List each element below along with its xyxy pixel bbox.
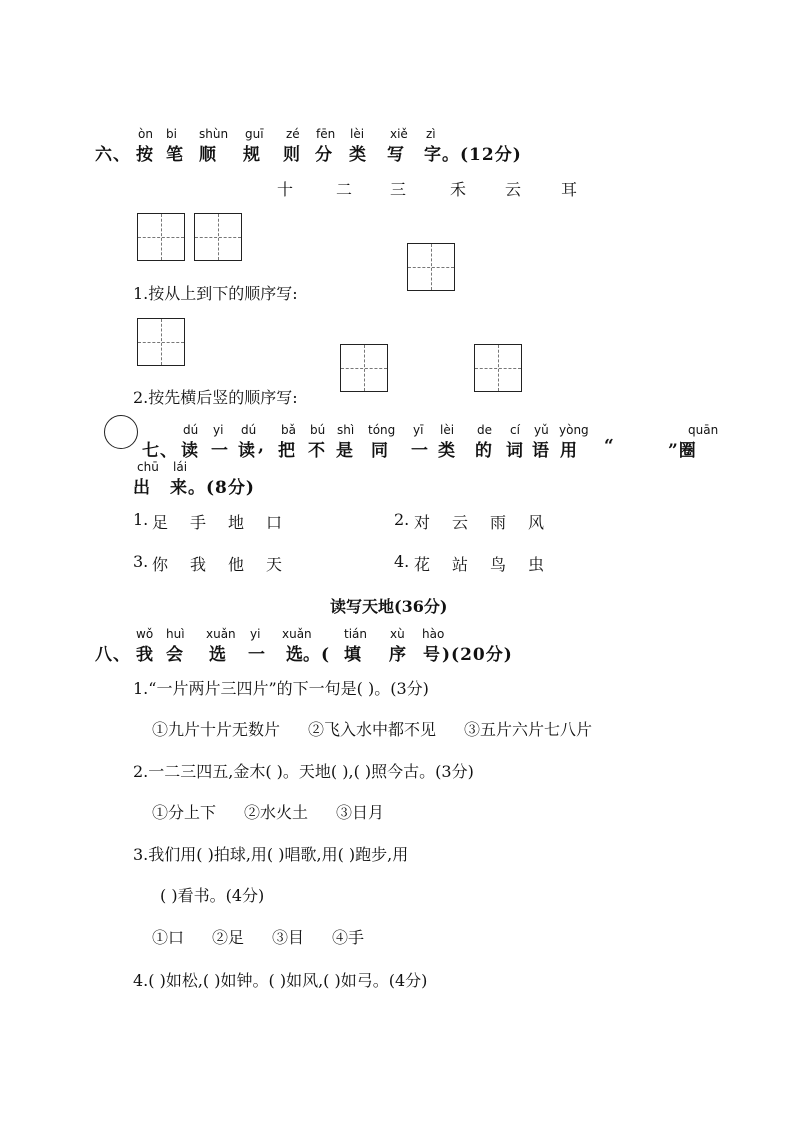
option[interactable]: ②飞入水中都不见 [308, 720, 437, 739]
heading-char: 同 [371, 441, 389, 461]
score: 。(12分) [442, 145, 522, 165]
group-number: 4. [394, 552, 410, 571]
word[interactable]: 风 [528, 513, 545, 532]
option[interactable]: ④手 [332, 928, 365, 947]
writing-grid-box[interactable] [194, 213, 242, 261]
word[interactable]: 手 [190, 513, 207, 532]
heading-char: 类 [438, 441, 456, 461]
option[interactable]: ③目 [272, 928, 305, 947]
pinyin: zì [426, 127, 436, 141]
pinyin: bi [166, 127, 177, 141]
word[interactable]: 地 [228, 513, 245, 532]
heading-char: 顺 [199, 145, 217, 165]
word[interactable]: 你 [152, 555, 169, 574]
word[interactable]: 站 [452, 555, 469, 574]
word[interactable]: 天 [266, 555, 283, 574]
word: 二 [336, 180, 353, 199]
pinyin: tián [344, 627, 367, 641]
heading-char: 序 [389, 645, 407, 665]
pinyin: yòng [559, 423, 589, 437]
option[interactable]: ③日月 [336, 803, 385, 822]
pinyin: xiě [390, 127, 408, 141]
word[interactable]: 我 [190, 555, 207, 574]
pinyin: chū [137, 460, 159, 474]
word: 三 [390, 180, 407, 199]
question-number: 六、 [95, 145, 131, 165]
heading-char: 不 [308, 441, 326, 461]
pinyin: guī [245, 127, 264, 141]
score: )(20分) [442, 645, 513, 665]
heading-char: , [258, 436, 265, 456]
word: 耳 [561, 180, 578, 199]
answer-circle-icon [104, 415, 138, 449]
pinyin: quān [688, 423, 719, 437]
pinyin: yi [250, 627, 261, 641]
word: 十 [277, 180, 294, 199]
pinyin: huì [166, 627, 185, 641]
q8-options-1 [152, 717, 620, 740]
heading-char: 写 [387, 145, 405, 165]
word[interactable]: 口 [266, 513, 283, 532]
heading-char: 我 [136, 645, 154, 665]
q8-options-2 [152, 800, 412, 823]
pinyin: yi [213, 423, 224, 437]
pinyin: shùn [199, 127, 229, 141]
heading-char: 一 [411, 441, 429, 461]
quote-close: ”圈 [668, 441, 697, 461]
heading-char: 一 [211, 441, 229, 461]
heading-char: 一 [248, 645, 266, 665]
heading-char: 笔 [166, 145, 184, 165]
word[interactable]: 云 [452, 513, 469, 532]
pinyin: shì [337, 423, 355, 437]
writing-grid-box[interactable] [407, 243, 455, 291]
question-number: 八、 [95, 645, 131, 665]
heading-char: 词 [506, 441, 524, 461]
pinyin: dú [183, 423, 199, 437]
score: 。(8分) [188, 478, 255, 498]
pinyin: tóng [368, 423, 396, 437]
heading-char: 选 [286, 645, 304, 665]
heading-char: 把 [278, 441, 296, 461]
q8-sentence-3-cont: ( )看书。(4分) [160, 886, 265, 905]
option[interactable]: ②水火土 [244, 803, 309, 822]
word[interactable]: 鸟 [490, 555, 507, 574]
q6-item-2: 2.按先横后竖的顺序写: [133, 388, 298, 407]
pinyin: hào [422, 627, 445, 641]
q6-item-1: 1.按从上到下的顺序写: [133, 284, 298, 303]
option[interactable]: ③五片六片七八片 [464, 720, 593, 739]
pinyin: fēn [316, 127, 336, 141]
heading-char: 的 [475, 441, 493, 461]
pinyin: lái [173, 460, 188, 474]
heading-char: 是 [336, 441, 354, 461]
heading-char: 读 [181, 441, 199, 461]
q8-sentence-1: 1.“一片两片三四片”的下一句是( )。(3分) [133, 679, 429, 698]
pinyin: òn [138, 127, 153, 141]
option[interactable]: ②足 [212, 928, 245, 947]
pinyin: de [477, 423, 492, 437]
heading-char: 字 [424, 145, 442, 165]
pinyin: bú [310, 423, 326, 437]
pinyin: lèi [440, 423, 455, 437]
word[interactable]: 雨 [490, 513, 507, 532]
word[interactable]: 虫 [528, 555, 545, 574]
q8-sentence-3: 3.我们用( )拍球,用( )唱歌,用( )跑步,用 [133, 845, 409, 864]
heading-char: 读 [238, 441, 256, 461]
quote-open: “ [604, 436, 615, 456]
word: 云 [505, 180, 522, 199]
heading-char: 出 [133, 478, 151, 498]
heading-char: 规 [243, 145, 261, 165]
heading-char: 填 [344, 645, 362, 665]
heading-char: 选 [209, 645, 227, 665]
group-number: 2. [394, 510, 410, 529]
writing-grid-box[interactable] [137, 213, 185, 261]
pinyin: bǎ [281, 423, 296, 437]
option[interactable]: ①口 [152, 928, 185, 947]
heading-char: 来 [170, 478, 188, 498]
heading-char: 类 [349, 145, 367, 165]
word[interactable]: 对 [414, 513, 431, 532]
section-title: 读写天地(36分) [330, 597, 448, 616]
heading-char: 号 [423, 645, 441, 665]
heading-char: 用 [560, 441, 578, 461]
heading-char: 会 [166, 645, 184, 665]
pinyin: lèi [350, 127, 365, 141]
q8-sentence-4: 4.( )如松,( )如钟。( )如风,( )如弓。(4分) [133, 971, 428, 990]
pinyin: cí [510, 423, 520, 437]
writing-grid-box[interactable] [137, 318, 185, 366]
word[interactable]: 他 [228, 555, 245, 574]
pinyin: xuǎn [282, 627, 312, 641]
pinyin: xù [390, 627, 405, 641]
word: 禾 [450, 180, 467, 199]
group-number: 3. [133, 552, 149, 571]
word[interactable]: 花 [414, 555, 431, 574]
pinyin: xuǎn [206, 627, 236, 641]
pinyin: yǔ [534, 423, 549, 437]
question-number: 七、 [142, 441, 178, 461]
writing-grid-box[interactable] [474, 344, 522, 392]
q8-options-3 [152, 925, 392, 948]
heading-char: 则 [283, 145, 301, 165]
option[interactable]: ①分上下 [152, 803, 217, 822]
writing-grid-box[interactable] [340, 344, 388, 392]
heading-char: 按 [136, 145, 154, 165]
option[interactable]: ①九片十片无数片 [152, 720, 281, 739]
heading-char: 语 [532, 441, 550, 461]
pinyin: wǒ [136, 627, 154, 641]
pinyin: zé [286, 127, 300, 141]
group-number: 1. [133, 510, 149, 529]
q8-sentence-2: 2.一二三四五,金木( )。天地( ),( )照今古。(3分) [133, 762, 474, 781]
heading-char: 分 [315, 145, 333, 165]
word[interactable]: 足 [152, 513, 169, 532]
pinyin: yī [413, 423, 424, 437]
heading-punct: 。( [303, 645, 331, 665]
pinyin: dú [241, 423, 257, 437]
